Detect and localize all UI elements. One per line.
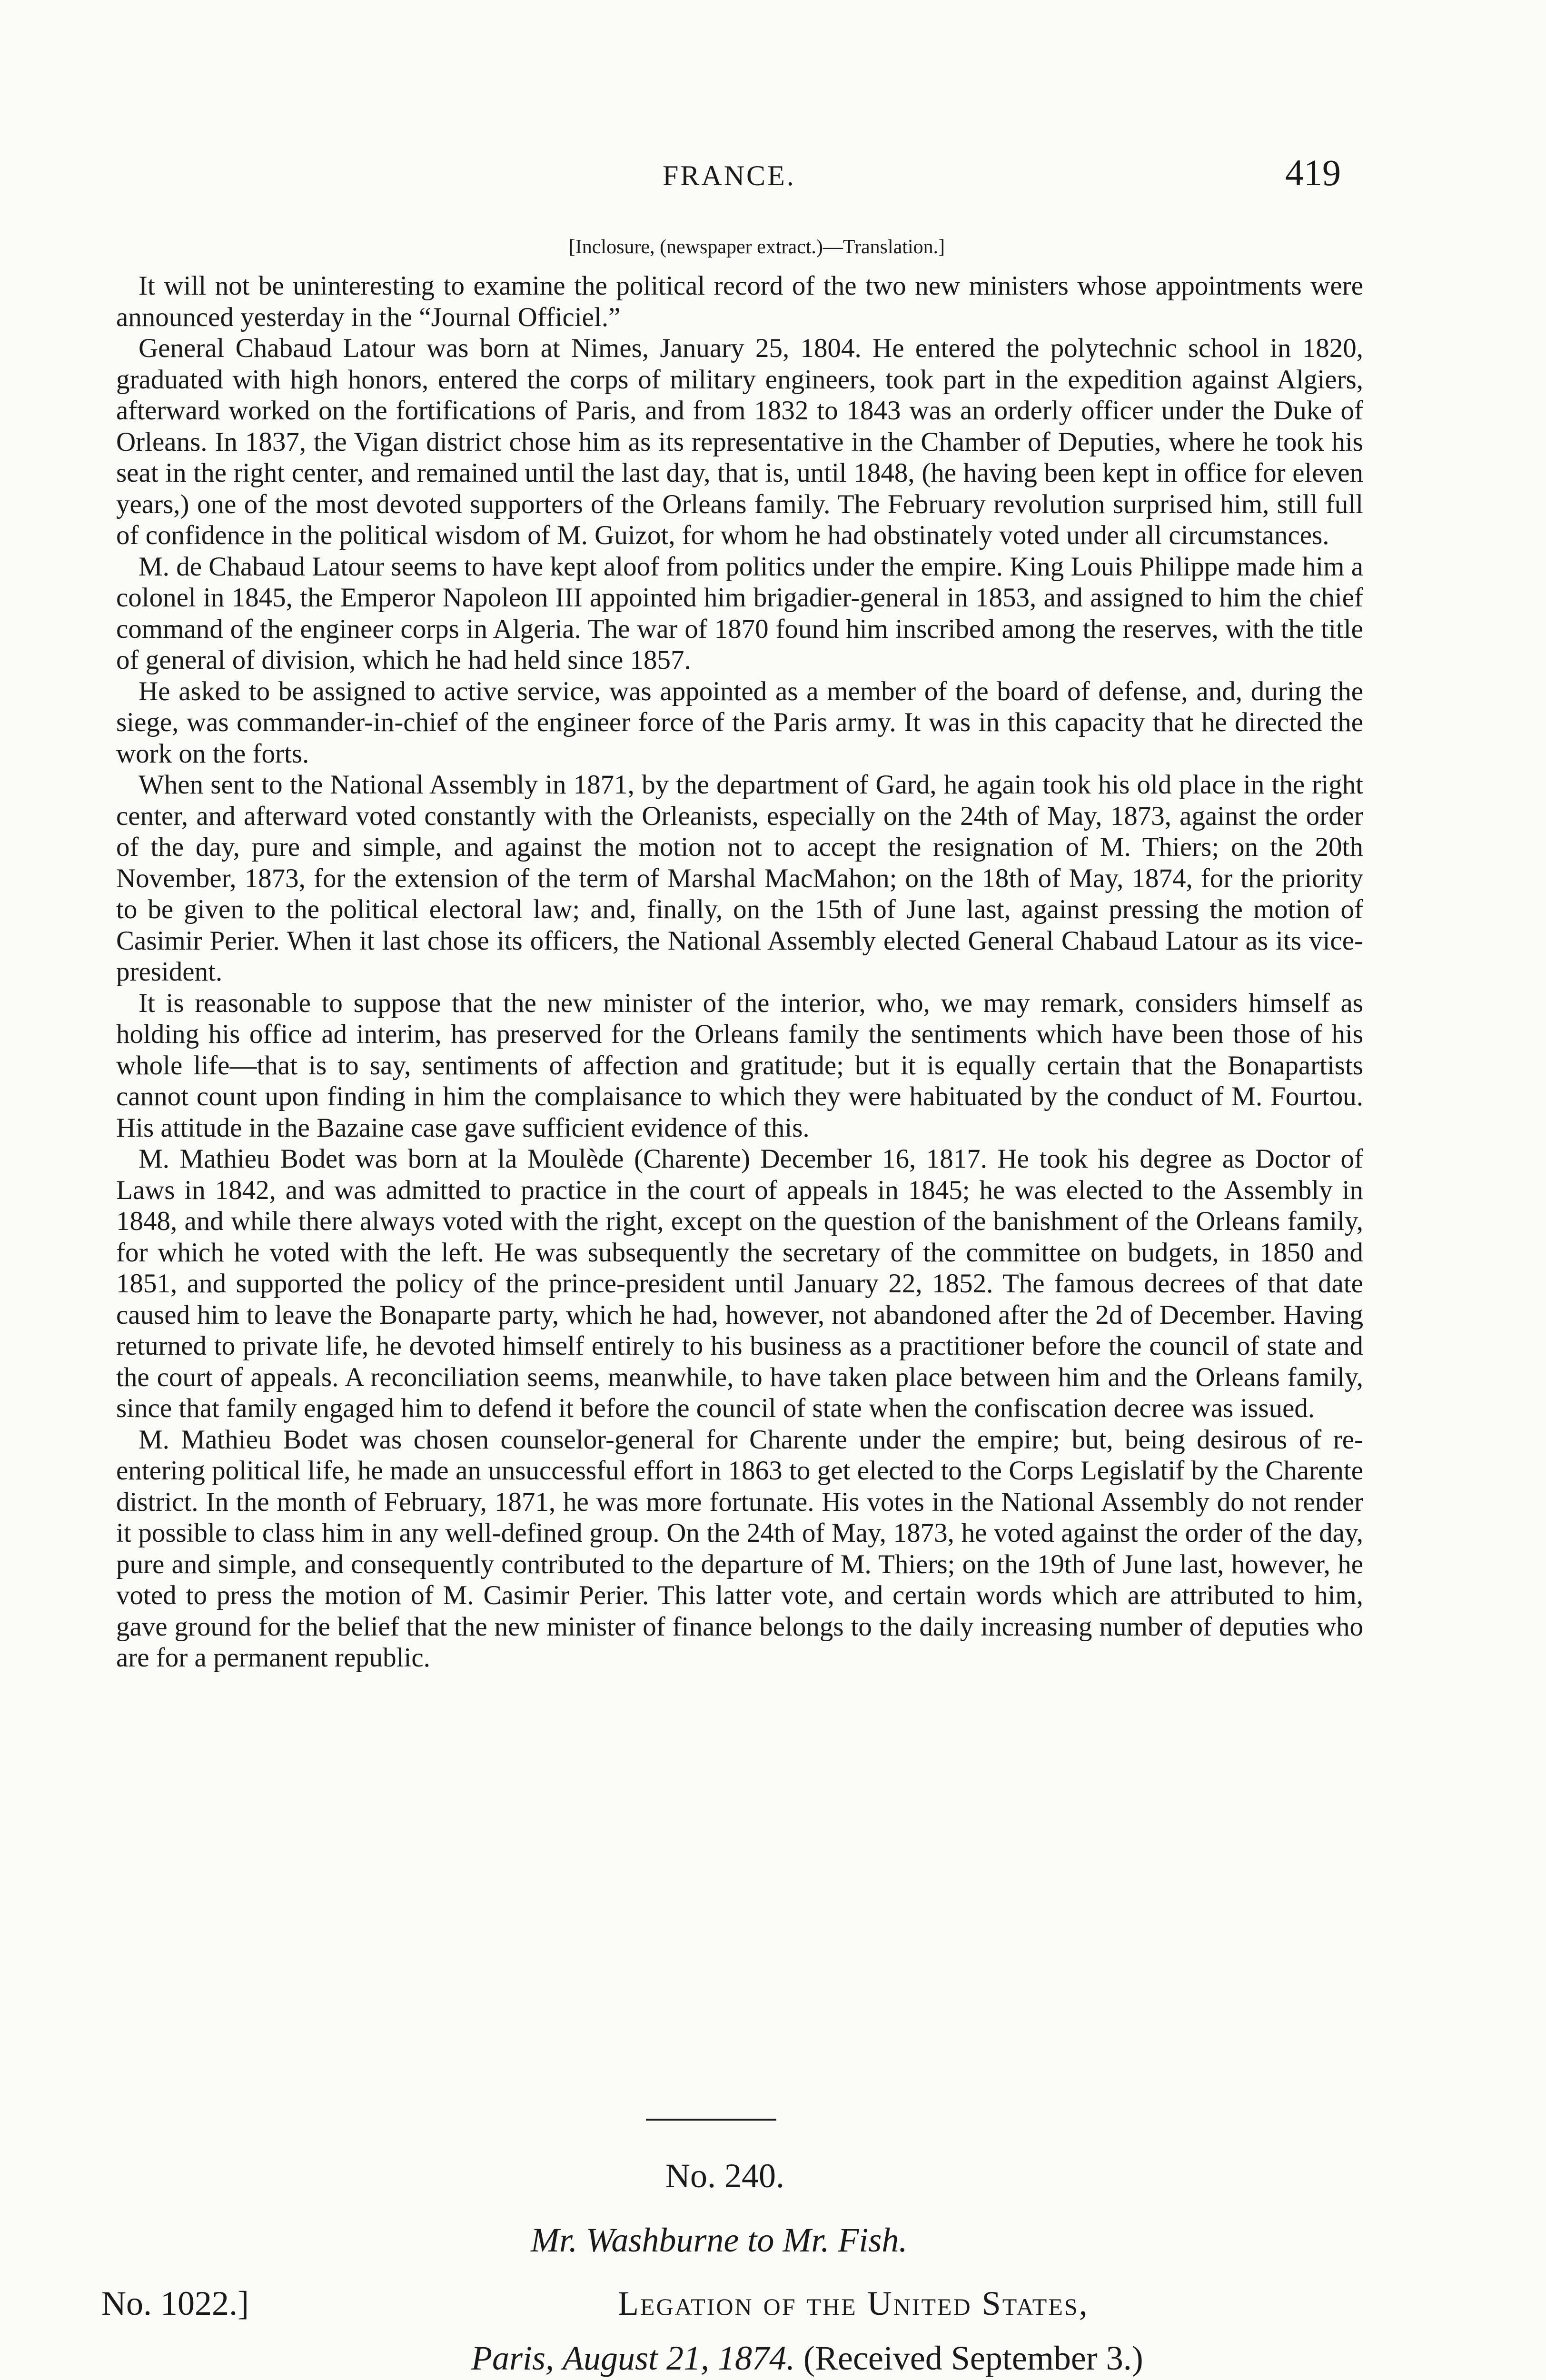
dateline — [471, 2339, 1143, 2378]
page-number: 419 — [1285, 152, 1341, 193]
document-number: No. 240. — [665, 2157, 784, 2195]
legation-heading — [618, 2284, 1089, 2323]
body-paragraph: When sent to the National Assembly in 1871, by the department of Gard, he again took his old place in the right center, and afterward voted constantly with the Orleanists, especially on the 24th of May, 1873, against the order of the day, pure and simple, and against the motion not to accept the resignation of M. Thiers; on the 20th November, 1873, for the extension of the term of Marshal MacMahon; on the 18th of May, 1874, for the priority to be given to the political electoral law; and, finally, on the 15th of June last, against pressing the motion of Casimir Perier. When it last chose its officers, the National Assembly elected General Chabaud Latour as its vice-president. — [116, 770, 1363, 987]
correspondents-heading: Mr. Washburne to Mr. Fish. — [531, 2221, 908, 2259]
dateline-place: Paris, — [471, 2339, 555, 2377]
dateline-date: August 21, 1874. — [563, 2339, 795, 2377]
body-paragraph: It is reasonable to suppose that the new minister of the interior, who, we may remark, considers himself as holding his office ad interim, has preserved for the Orleans family the sentiments which have been those of his whole life—that is to say, sentiments of affection and gratitude; but it is equally certain that the Bonapartists cannot count upon finding in him the complaisance to which they were habituated by the conduct of M. Fourtou. His attitude in the Bazaine case gave sufficient evidence of this. — [116, 988, 1363, 1143]
body-paragraph: It will not be uninteresting to examine the political record of the two new ministers whose appointments were announced yesterday in the “Journal Officiel.” — [116, 271, 1363, 332]
legation-text: Legation of the United States, — [618, 2284, 1089, 2322]
body-paragraph: He asked to be assigned to active service, was appointed as a member of the board of defense, and, during the siege, was commander-in-chief of the engineer force of the Paris army. It was in this capacity that he directed the work on the forts. — [116, 676, 1363, 769]
running-head: FRANCE. — [663, 160, 796, 191]
body-paragraph: M. Mathieu Bodet was chosen counselor-general for Charente under the empire; but, being desirous of re-entering political life, he made an unsuccessful effort in 1863 to get elected to the Corps Legislatif by the Charente district. In the month of February, 1871, he was more fortunate. His votes in the National Assembly do not render it possible to class him in any well-defined group. On the 24th of May, 1873, he voted against the order of the day, pure and simple, and consequently contributed to the departure of M. Thiers; on the 19th of June last, however, he voted to press the motion of M. Casimir Perier. This latter vote, and certain words which are attributed to him, gave ground for the belief that the new minister of finance belongs to the daily increasing number of deputies who are for a permanent republic. — [116, 1424, 1363, 1673]
inclosure-heading: [Inclosure, (newspaper extract.)—Translation.] — [568, 236, 945, 258]
body-paragraph: M. de Chabaud Latour seems to have kept aloof from politics under the empire. King Louis Philippe made him a colonel in 1845, the Emperor Napoleon III appointed him brigadier-general in 1853, and assigned to him the chief command of the engineer corps in Algeria. The war of 1870 found him inscribed among the reserves, with the title of general of division, which he had held since 1857. — [116, 551, 1363, 675]
inclosure-body — [116, 270, 1363, 1674]
dispatch-number: No. 1022.] — [101, 2284, 249, 2322]
body-paragraph: M. Mathieu Bodet was born at la Moulède (Charente) December 16, 1817. He took his degree as Doctor of Laws in 1842, and was admitted to practice in the court of appeals in 1845; he was elected to the Assembly in 1848, and while there always voted with the right, except on the question of the banishment of the Orleans family, for which he voted with the left. He was subsequently the secretary of the committee on budgets, in 1850 and 1851, and supported the policy of the prince-president until January 22, 1852. The famous decrees of that date caused him to leave the Bonaparte party, which he had, however, not abandoned after the 2d of December. Having returned to private life, he devoted himself entirely to his business as a practitioner before the council of state and the court of appeals. A reconciliation seems, meanwhile, to have taken place between him and the Orleans family, since that family engaged him to defend it before the council of state when the confiscation decree was issued. — [116, 1144, 1363, 1423]
body-paragraph: General Chabaud Latour was born at Nimes, January 25, 1804. He entered the polytechnic school in 1820, graduated with high honors, entered the corps of military engineers, took part in the expedition against Algiers, afterward worked on the fortifications of Paris, and from 1832 to 1843 was an orderly officer under the Duke of Orleans. In 1837, the Vigan district chose him as its representative in the Chamber of Deputies, where he took his seat in the right center, and remained until the last day, that is, until 1848, (he having been kept in office for eleven years,) one of the most devoted supporters of the Orleans family. The February revolution surprised him, still full of confidence in the political wisdom of M. Guizot, for whom he had obstinately voted under all circumstances. — [116, 333, 1363, 550]
received-date: (Received September 3.) — [803, 2339, 1143, 2377]
section-divider — [646, 2119, 776, 2121]
